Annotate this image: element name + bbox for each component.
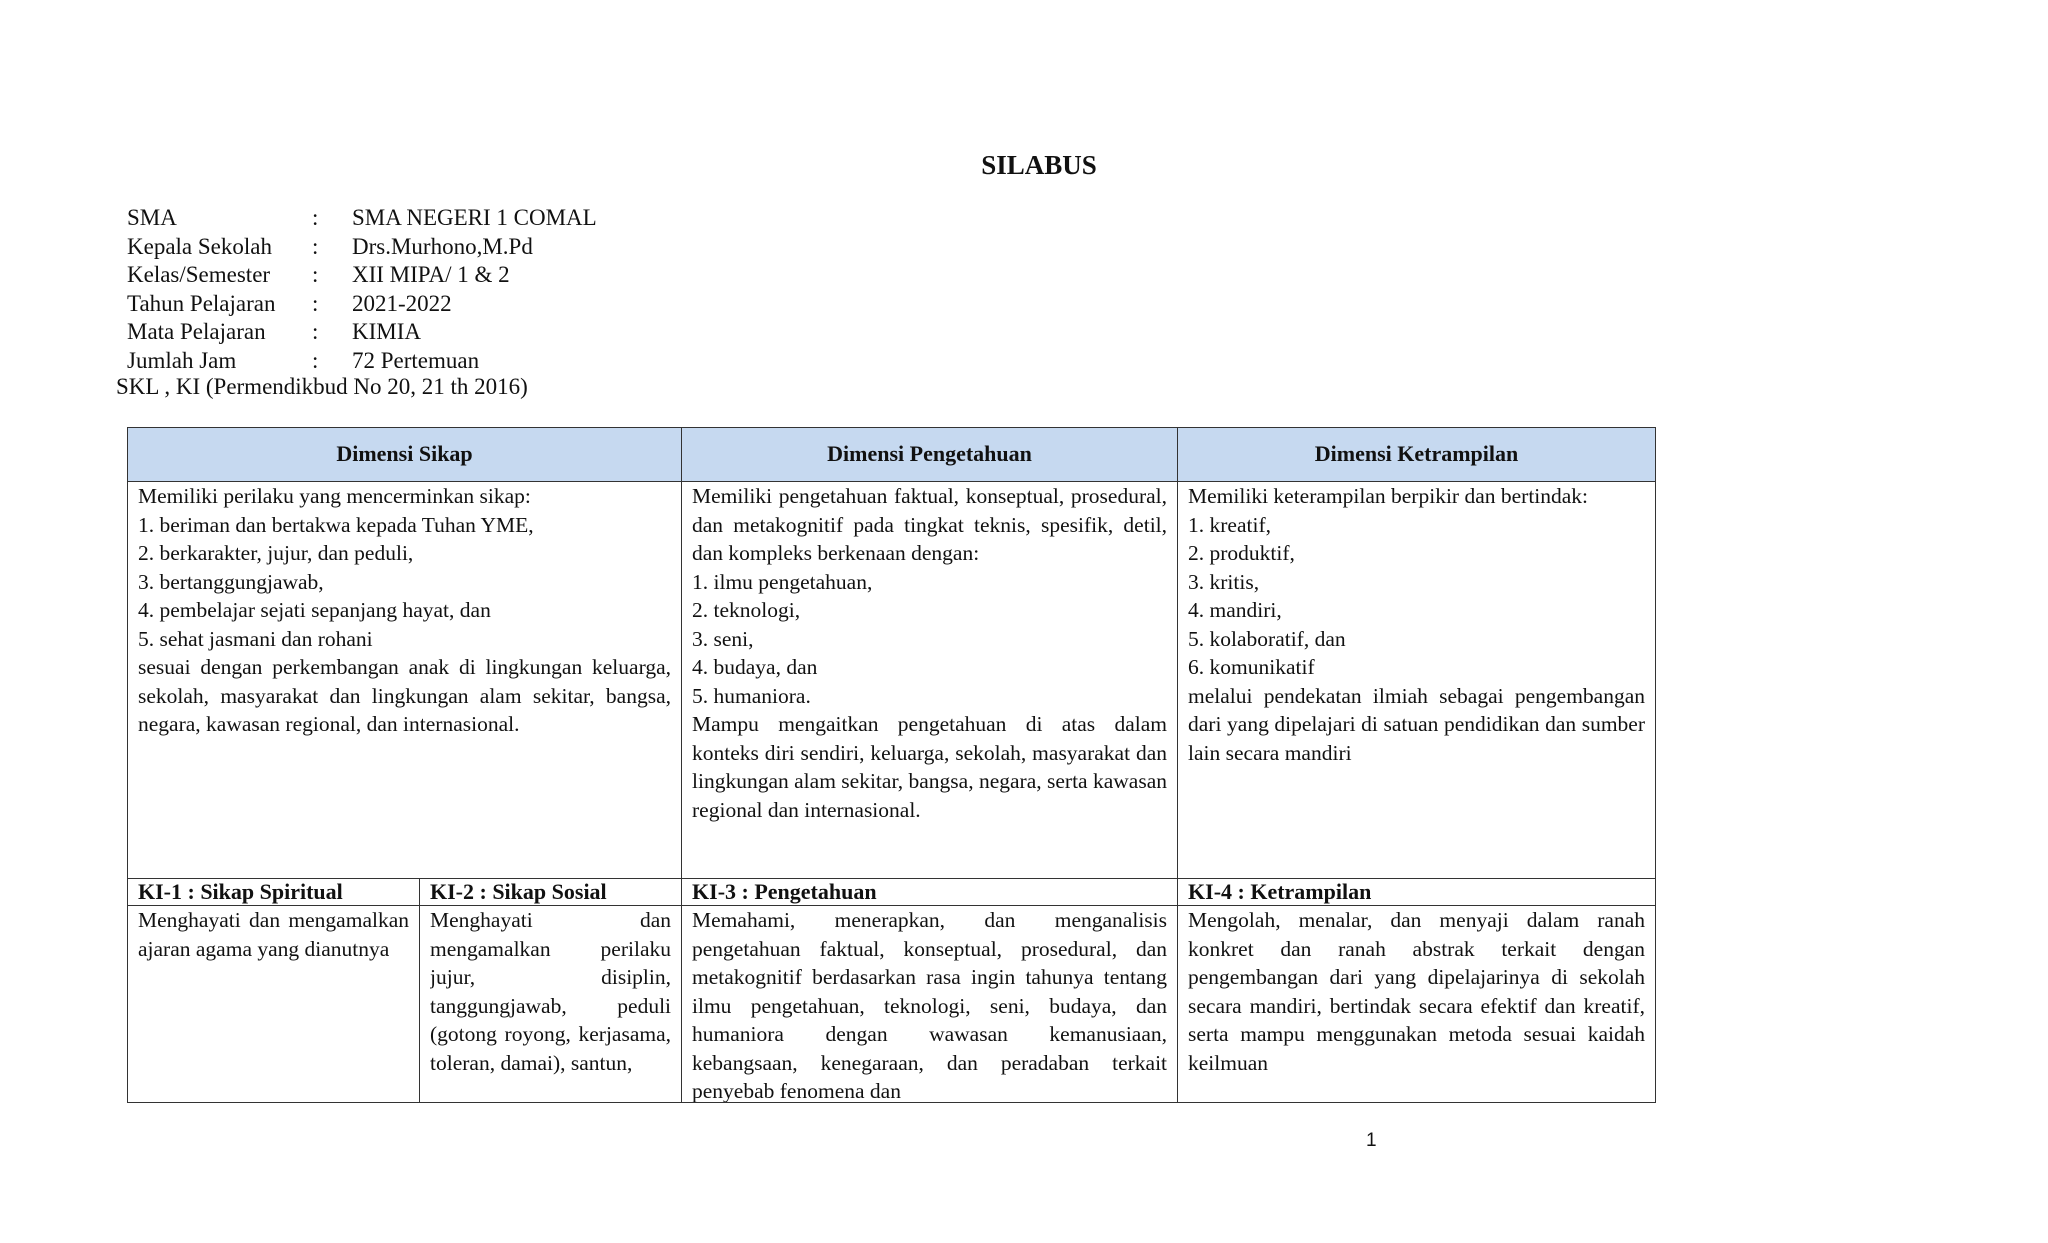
meta-separator: :	[312, 205, 319, 230]
list-item: 4. budaya, dan	[692, 655, 818, 679]
header-dimensi-sikap: Dimensi Sikap	[128, 428, 682, 482]
cell-pengetahuan	[682, 482, 1178, 879]
header-dimensi-pengetahuan: Dimensi Pengetahuan	[682, 428, 1178, 482]
list-item: 1. beriman dan bertakwa kepada Tuhan YME,	[138, 512, 534, 537]
ki-header-row	[128, 879, 1656, 906]
meta-value: Drs.Murhono,M.Pd	[352, 233, 533, 259]
meta-key: Kelas/Semester	[127, 262, 271, 287]
ki2-header: KI-2 : Sikap Sosial	[420, 879, 682, 906]
ki2-cell	[420, 906, 682, 1103]
metadata-block	[127, 204, 597, 375]
list-item: 3. kritis,	[1188, 569, 1260, 594]
header-dimensi-ketrampilan: Dimensi Ketrampilan	[1178, 428, 1656, 482]
list-item: 4. mandiri,	[1188, 598, 1282, 622]
meta-key: Mata Pelajaran	[127, 319, 266, 344]
meta-row	[127, 233, 597, 262]
meta-key: Tahun Pelajaran	[127, 290, 276, 316]
list-item: 1. ilmu pengetahuan,	[692, 569, 873, 594]
meta-row	[127, 290, 597, 319]
ketrampilan-closing: melalui pendekatan ilmiah sebagai pengembangan dari yang dipelajari di satuan pendidikan dan sumber lain secara mandiri	[1188, 683, 1646, 765]
sikap-closing: sesuai dengan perkembangan anak di lingkungan keluarga, sekolah, masyarakat dan lingkungan alam sekitar, bangsa, negara, kawasan regional, dan internasional.	[138, 655, 672, 736]
ki4-header: KI-4 : Ketrampilan	[1178, 879, 1656, 906]
meta-separator: :	[312, 233, 319, 259]
meta-row	[127, 347, 597, 376]
list-item: 4. pembelajar sejati sepanjang hayat, dan	[138, 598, 491, 622]
dimension-header-row	[128, 428, 1656, 482]
skl-reference: SKL , KI (Permendikbud No 20, 21 th 2016)	[116, 374, 528, 399]
list-item: 2. teknologi,	[692, 598, 801, 622]
meta-separator: :	[312, 262, 319, 287]
document-title: SILABUS	[981, 150, 1097, 180]
list-item: 3. seni,	[692, 626, 754, 651]
list-item: 2. berkarakter, jujur, dan peduli,	[138, 541, 414, 565]
meta-key: Kepala Sekolah	[127, 233, 272, 259]
meta-row	[127, 204, 597, 233]
meta-key: Jumlah Jam	[127, 347, 237, 373]
page-number: 1	[1366, 1130, 1377, 1151]
ki3-text: Memahami, menerapkan, dan menganalisis pengetahuan faktual, konseptual, prosedural, dan metakognitif berdasarkan rasa ingin tahunya tentang ilmu pengetahuan, teknologi, seni, budaya, dan humaniora dengan wawasan kemanusiaan, kebangsaan, kenegaraan, dan peradaban terkait penyebab fenomena dan	[692, 908, 1168, 1102]
meta-row	[127, 318, 597, 347]
ki3-cell	[682, 906, 1178, 1103]
meta-value: 2021-2022	[352, 290, 452, 316]
meta-value: KIMIA	[352, 319, 421, 344]
list-item: 5. sehat jasmani dan rohani	[138, 626, 373, 651]
meta-value: XII MIPA/ 1 & 2	[352, 262, 510, 287]
ki1-text: Menghayati dan mengamalkan ajaran agama yang dianutnya	[138, 908, 409, 961]
list-item: 1. kreatif,	[1188, 512, 1271, 537]
list-item: 5. kolaboratif, dan	[1188, 626, 1346, 651]
ki4-text: Mengolah, menalar, dan menyaji dalam ranah konkret dan ranah abstrak terkait dengan pengembangan dari yang dipelajarinya di sekolah secara mandiri, bertindak secara efektif dan kreatif, serta mampu menggunakan metoda sesuai kaidah keilmuan	[1188, 908, 1646, 1075]
meta-value: 72 Pertemuan	[352, 347, 480, 373]
ki4-cell	[1178, 906, 1656, 1103]
list-item: 2. produktif,	[1188, 541, 1295, 565]
ketrampilan-intro: Memiliki keterampilan berpikir dan bertindak:	[1188, 484, 1589, 508]
ki3-header: KI-3 : Pengetahuan	[682, 879, 1178, 906]
meta-key: SMA	[127, 205, 177, 230]
list-item: 6. komunikatif	[1188, 655, 1315, 679]
ki2-text: Menghayati dan mengamalkan perilaku jujur, disiplin, tanggungjawab, peduli (gotong royong, kerjasama, toleran, damai), santun,	[430, 908, 672, 1075]
sikap-intro: Memiliki perilaku yang mencerminkan sikap:	[138, 484, 531, 508]
cell-ketrampilan	[1178, 482, 1656, 879]
ki1-cell	[128, 906, 420, 1103]
meta-separator: :	[312, 290, 319, 316]
dimension-body-row	[128, 482, 1656, 879]
list-item: 3. bertanggungjawab,	[138, 569, 324, 594]
meta-row	[127, 261, 597, 290]
list-item: 5. humaniora.	[692, 683, 811, 708]
pengetahuan-closing: Mampu mengaitkan pengetahuan di atas dalam konteks diri sendiri, keluarga, sekolah, masyarakat dan lingkungan alam sekitar, bangsa, negara, serta kawasan regional dan internasional.	[692, 712, 1168, 822]
pengetahuan-intro: Memiliki pengetahuan faktual, konseptual, prosedural, dan metakognitif pada tingkat teknis, spesifik, detil, dan kompleks berkenaan dengan:	[692, 484, 1168, 565]
meta-separator: :	[312, 319, 319, 344]
ki1-header: KI-1 : Sikap Spiritual	[128, 879, 420, 906]
cell-sikap	[128, 482, 682, 879]
syllabus-table	[127, 427, 1656, 1103]
meta-separator: :	[312, 347, 319, 373]
ki-body-row	[128, 906, 1656, 1103]
meta-value: SMA NEGERI 1 COMAL	[352, 205, 597, 230]
